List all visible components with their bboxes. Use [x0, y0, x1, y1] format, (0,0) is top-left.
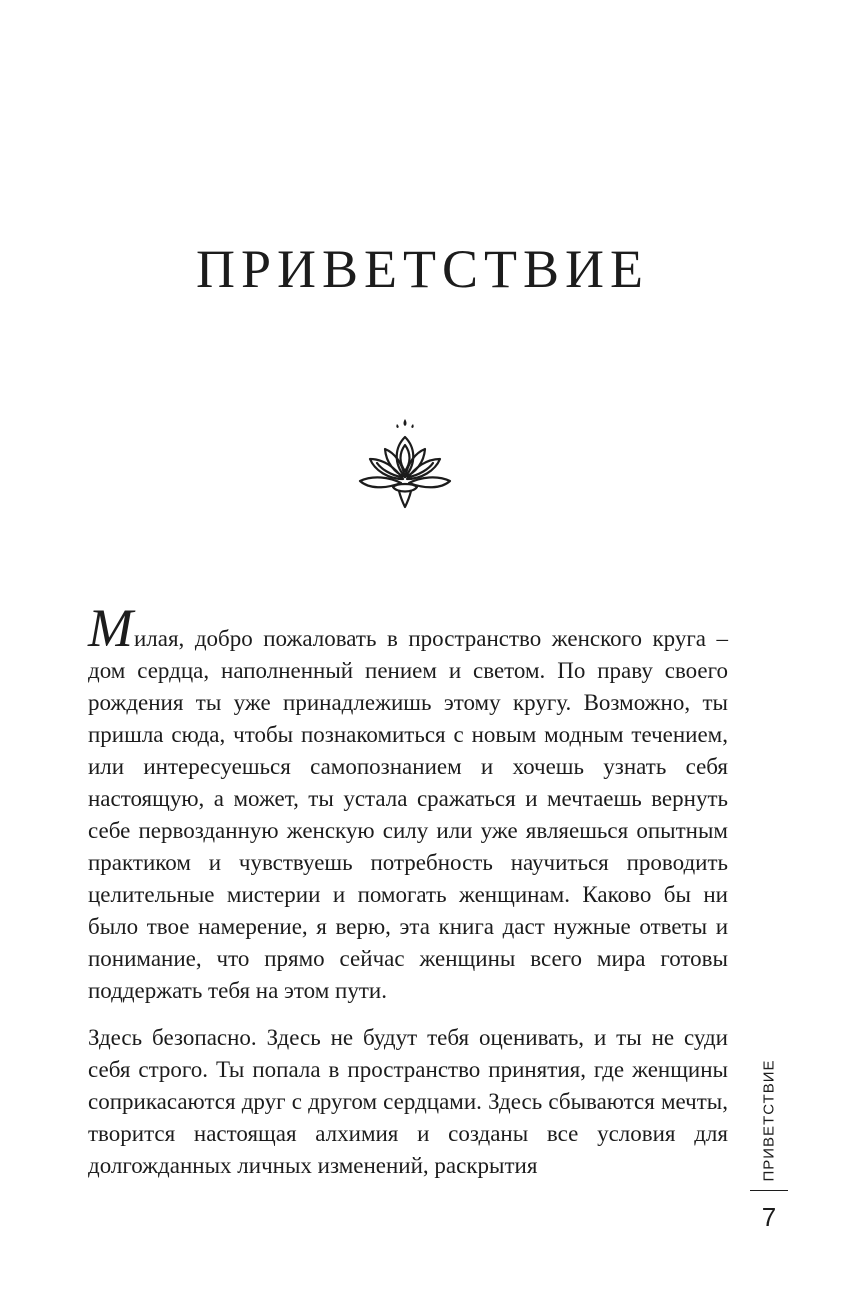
body-text: [88, 598, 728, 1182]
running-head-label: ПРИВЕТСТВИЕ: [760, 1058, 778, 1182]
page-number: 7: [761, 1202, 777, 1232]
paragraph-1: [88, 598, 728, 1007]
paragraph-2: Здесь безопасно. Здесь не будут тебя оценивать, и ты не суди себя строго. Ты попала в пространство принятия, где женщины соприкасаются друг с другом сердцами. Здесь сбываются мечты, творится настоящая алхимия и созданы все условия для долгожданных личных изменений, раскрытия: [88, 1025, 728, 1178]
chapter-title: ПРИВЕТСТВИЕ: [195, 239, 650, 299]
running-head: [755, 1060, 783, 1180]
lotus-icon: [355, 415, 455, 515]
drop-cap: М: [88, 598, 133, 658]
running-head-rule: [750, 1190, 788, 1191]
paragraph-1-text: илая, добро пожаловать в пространство женского круга – дом сердца, наполненный пением и светом. По праву своего рождения ты уже принадлежишь этому кругу. Возможно, ты пришла сюда, чтобы познакомиться с новым модным течением, или интересуешься самопознанием и хочешь узнать себя настоящую, а может, ты устала сражаться и мечтаешь вернуть себе первозданную женскую силу или уже являешься опытным практиком и чувствуешь потребность научиться проводить целительные мистерии и помогать женщинам. Каково бы ни было твое намерение, я верю, эта книга даст нужные ответы и понимание, что прямо сейчас женщины всего мира готовы поддержать тебя на этом пути.: [88, 626, 728, 1003]
